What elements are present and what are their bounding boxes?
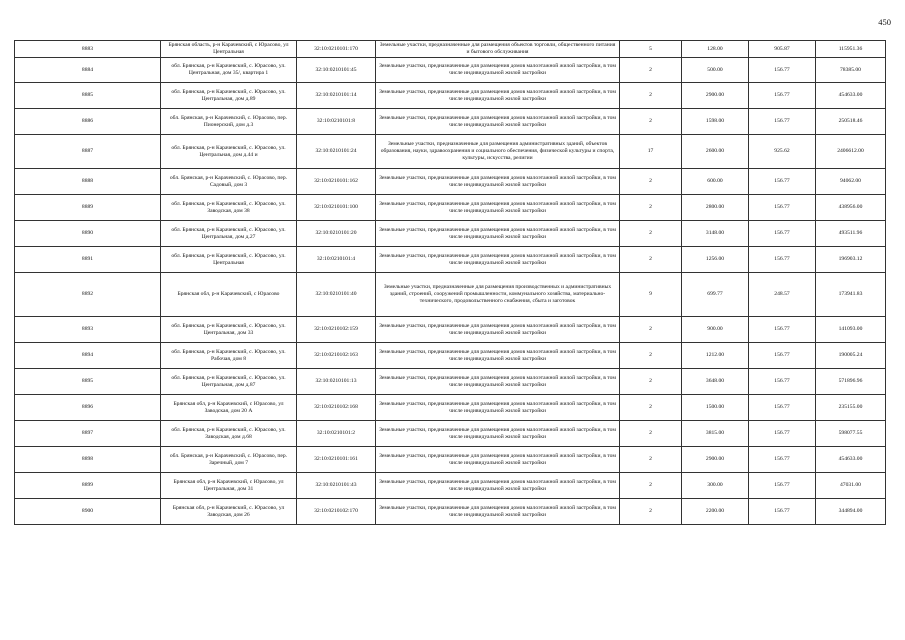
cadastral-number-cell: 32:10:0210102:163 (297, 343, 376, 369)
row-number-cell: 8897 (15, 421, 161, 447)
row-number-cell: 8894 (15, 343, 161, 369)
cadastral-number-cell: 32:10:0210101:162 (297, 169, 376, 195)
use-code-cell: 9 (620, 273, 682, 317)
address-cell: Брянская обл, р-н Карачевский, с Юрасово, ул Центральная, дом 31 (161, 473, 297, 499)
use-code-cell: 2 (620, 83, 682, 109)
specific-value-cell: 156.77 (749, 195, 816, 221)
address-cell: обл. Брянская, р-н Карачевский, с. Юрасово, ул. Центральная, дом 35/, квартира 1 (161, 58, 297, 83)
use-code-cell: 2 (620, 317, 682, 343)
specific-value-cell: 156.77 (749, 247, 816, 273)
cadastral-number-cell: 32:10:0210101:20 (297, 221, 376, 247)
table-row (15, 221, 886, 247)
cadastral-number-cell: 32:10:0210102:168 (297, 395, 376, 421)
table-row (15, 41, 886, 58)
land-use-cell: Земельные участки, предназначенные для размещения домов малоэтажной жилой застройки, в том числе индивидуальной жилой застройки (376, 421, 620, 447)
land-use-cell: Земельные участки, предназначенные для размещения домов малоэтажной жилой застройки, в том числе индивидуальной жилой застройки (376, 195, 620, 221)
cadastral-value-cell: 115951.36 (816, 41, 886, 58)
specific-value-cell: 156.77 (749, 317, 816, 343)
cadastral-value-cell: 598077.55 (816, 421, 886, 447)
row-number-cell: 8886 (15, 109, 161, 135)
table-row (15, 109, 886, 135)
area-cell: 1256.00 (682, 247, 749, 273)
use-code-cell: 2 (620, 109, 682, 135)
cadastral-value-cell: 2406612.00 (816, 135, 886, 169)
use-code-cell: 2 (620, 247, 682, 273)
address-cell: обл. Брянская, р-н Карачевский, с. Юрасово, ул. Центральная, дом 33 (161, 317, 297, 343)
address-cell: Брянская обл, р-н Карачевский, с Юрасово (161, 273, 297, 317)
use-code-cell: 2 (620, 195, 682, 221)
specific-value-cell: 925.62 (749, 135, 816, 169)
address-cell: Брянская обл, р-н Карачевский, с Юрасово, ул Заводская, дом 20 А (161, 395, 297, 421)
address-cell: обл. Брянская, р-н Карачевский, с. Юрасово, ул. Центральная, дом д.87 (161, 369, 297, 395)
row-number-cell: 8898 (15, 447, 161, 473)
table-row (15, 195, 886, 221)
address-cell: обл. Брянская, р-н Карачевский, с. Юрасово, ул. Заводская, дом д.68 (161, 421, 297, 447)
cadastral-number-cell: 32:10:0210101:24 (297, 135, 376, 169)
row-number-cell: 8888 (15, 169, 161, 195)
address-cell: обл. Брянская, р-н Карачевский, с. Юрасово, пер. Заречный, дом 7 (161, 447, 297, 473)
cadastral-value-cell: 250518.46 (816, 109, 886, 135)
area-cell: 2900.00 (682, 447, 749, 473)
area-cell: 3148.00 (682, 221, 749, 247)
page-number: 450 (878, 17, 891, 27)
area-cell: 300.00 (682, 473, 749, 499)
specific-value-cell: 156.77 (749, 447, 816, 473)
area-cell: 128.00 (682, 41, 749, 58)
table-row (15, 369, 886, 395)
area-cell: 2600.00 (682, 135, 749, 169)
specific-value-cell: 156.77 (749, 343, 816, 369)
address-cell: Брянская область, р-н Карачевский, с Юрасово, ул Центральная (161, 41, 297, 58)
cadastral-number-cell: 32:10:0210101:4 (297, 247, 376, 273)
area-cell: 2900.00 (682, 83, 749, 109)
cadastral-value-cell: 141093.00 (816, 317, 886, 343)
table-row (15, 473, 886, 499)
land-use-cell: Земельные участки, предназначенные для размещения административных зданий, объектов образования, науки, здравоохранения и социального обеспечения, физической культуры и спорта, культуры, искусства, религии (376, 135, 620, 169)
use-code-cell: 5 (620, 41, 682, 58)
use-code-cell: 17 (620, 135, 682, 169)
specific-value-cell: 156.77 (749, 499, 816, 525)
cadastral-number-cell: 32:10:0210101:2 (297, 421, 376, 447)
cadastral-value-cell: 438956.00 (816, 195, 886, 221)
area-cell: 1500.00 (682, 395, 749, 421)
specific-value-cell: 248.57 (749, 273, 816, 317)
row-number-cell: 8889 (15, 195, 161, 221)
land-use-cell: Земельные участки, предназначенные для размещения домов малоэтажной жилой застройки, в том числе индивидуальной жилой застройки (376, 369, 620, 395)
area-cell: 1212.00 (682, 343, 749, 369)
land-use-cell: Земельные участки, предназначенные для размещения домов малоэтажной жилой застройки, в том числе индивидуальной жилой застройки (376, 58, 620, 83)
use-code-cell: 2 (620, 343, 682, 369)
specific-value-cell: 156.77 (749, 221, 816, 247)
land-use-cell: Земельные участки, предназначенные для размещения домов малоэтажной жилой застройки, в том числе индивидуальной жилой застройки (376, 447, 620, 473)
land-use-cell: Земельные участки, предназначенные для размещения объектов торговли, общественного питания и бытового обслуживания (376, 41, 620, 58)
use-code-cell: 2 (620, 499, 682, 525)
address-cell: обл. Брянская, р-н Карачевский, с. Юрасово, пер. Садовый, дом 3 (161, 169, 297, 195)
cadastral-value-table (14, 40, 886, 525)
table-body (15, 41, 886, 525)
address-cell: обл. Брянская, р-н Карачевский, с. Юрасово, ул. Центральная (161, 247, 297, 273)
specific-value-cell: 156.77 (749, 83, 816, 109)
table-row (15, 343, 886, 369)
specific-value-cell: 156.77 (749, 395, 816, 421)
address-cell: обл. Брянская, р-н Карачевский, с. Юрасово, ул. Центральная, дом д.89 (161, 83, 297, 109)
cadastral-number-cell: 32:10:0210102:159 (297, 317, 376, 343)
cadastral-number-cell: 32:10:0210101:8 (297, 109, 376, 135)
use-code-cell: 2 (620, 58, 682, 83)
specific-value-cell: 156.77 (749, 421, 816, 447)
land-use-cell: Земельные участки, предназначенные для размещения домов малоэтажной жилой застройки, в том числе индивидуальной жилой застройки (376, 83, 620, 109)
use-code-cell: 2 (620, 221, 682, 247)
table-row (15, 395, 886, 421)
cadastral-number-cell: 32:10:0210101:170 (297, 41, 376, 58)
land-use-cell: Земельные участки, предназначенные для размещения домов малоэтажной жилой застройки, в том числе индивидуальной жилой застройки (376, 169, 620, 195)
cadastral-number-cell: 32:10:0210101:13 (297, 369, 376, 395)
cadastral-number-cell: 32:10:0210101:40 (297, 273, 376, 317)
cadastral-number-cell: 32:10:0210101:100 (297, 195, 376, 221)
area-cell: 900.00 (682, 317, 749, 343)
address-cell: обл. Брянская, р-н Карачевский, с. Юрасово, пер. Пионерский, дом д.3 (161, 109, 297, 135)
row-number-cell: 8896 (15, 395, 161, 421)
area-cell: 3815.00 (682, 421, 749, 447)
table-row (15, 447, 886, 473)
land-use-cell: Земельные участки, предназначенные для размещения домов малоэтажной жилой застройки, в том числе индивидуальной жилой застройки (376, 109, 620, 135)
use-code-cell: 2 (620, 447, 682, 473)
cadastral-number-cell: 32:10:0210102:170 (297, 499, 376, 525)
land-use-cell: Земельные участки, предназначенные для размещения производственных и административных зданий, строений, сооружений промышленности, коммунального хозяйства, материально-технического, продовольственного снабжения, сбыта и заготовок (376, 273, 620, 317)
row-number-cell: 8892 (15, 273, 161, 317)
use-code-cell: 2 (620, 395, 682, 421)
address-cell: обл. Брянская, р-н Карачевский, с. Юрасово, ул. Рабочая, дом 8 (161, 343, 297, 369)
land-use-cell: Земельные участки, предназначенные для размещения домов малоэтажной жилой застройки, в том числе индивидуальной жилой застройки (376, 317, 620, 343)
cadastral-value-cell: 173941.83 (816, 273, 886, 317)
area-cell: 3648.00 (682, 369, 749, 395)
cadastral-value-cell: 493511.96 (816, 221, 886, 247)
row-number-cell: 8895 (15, 369, 161, 395)
area-cell: 699.77 (682, 273, 749, 317)
address-cell: обл. Брянская, р-н Карачевский, с. Юрасово, ул. Центральная, дом д.27 (161, 221, 297, 247)
table-row (15, 421, 886, 447)
cadastral-value-cell: 235155.00 (816, 395, 886, 421)
row-number-cell: 8893 (15, 317, 161, 343)
table-row (15, 499, 886, 525)
cadastral-value-cell: 196903.12 (816, 247, 886, 273)
address-cell: обл. Брянская, р-н Карачевский, с. Юрасово, ул. Заводская, дом 38 (161, 195, 297, 221)
cadastral-number-cell: 32:10:0210101:43 (297, 473, 376, 499)
row-number-cell: 8900 (15, 499, 161, 525)
table-row (15, 317, 886, 343)
cadastral-number-cell: 32:10:0210101:161 (297, 447, 376, 473)
row-number-cell: 8890 (15, 221, 161, 247)
area-cell: 1598.00 (682, 109, 749, 135)
cadastral-value-cell: 47031.00 (816, 473, 886, 499)
row-number-cell: 8883 (15, 41, 161, 58)
table-row (15, 83, 886, 109)
cadastral-value-cell: 454633.00 (816, 447, 886, 473)
table-row (15, 247, 886, 273)
area-cell: 600.00 (682, 169, 749, 195)
land-use-cell: Земельные участки, предназначенные для размещения домов малоэтажной жилой застройки, в том числе индивидуальной жилой застройки (376, 343, 620, 369)
use-code-cell: 2 (620, 369, 682, 395)
address-cell: обл. Брянская, р-н Карачевский, с. Юрасово, ул. Центральная, дом д.44 и (161, 135, 297, 169)
specific-value-cell: 156.77 (749, 473, 816, 499)
use-code-cell: 2 (620, 473, 682, 499)
cadastral-number-cell: 32:10:0210101:45 (297, 58, 376, 83)
land-use-cell: Земельные участки, предназначенные для размещения домов малоэтажной жилой застройки, в том числе индивидуальной жилой застройки (376, 499, 620, 525)
specific-value-cell: 905.87 (749, 41, 816, 58)
land-use-cell: Земельные участки, предназначенные для размещения домов малоэтажной жилой застройки, в том числе индивидуальной жилой застройки (376, 473, 620, 499)
cadastral-number-cell: 32:10:0210101:14 (297, 83, 376, 109)
table-row (15, 58, 886, 83)
specific-value-cell: 156.77 (749, 58, 816, 83)
use-code-cell: 2 (620, 169, 682, 195)
cadastral-value-cell: 344894.00 (816, 499, 886, 525)
cadastral-value-cell: 571896.96 (816, 369, 886, 395)
cadastral-value-cell: 94062.00 (816, 169, 886, 195)
table-row (15, 273, 886, 317)
address-cell: Брянская обл, р-н Карачевский, с. Юрасово, ул Заводская, дом 26 (161, 499, 297, 525)
specific-value-cell: 156.77 (749, 369, 816, 395)
table-row (15, 135, 886, 169)
area-cell: 2200.00 (682, 499, 749, 525)
row-number-cell: 8887 (15, 135, 161, 169)
land-use-cell: Земельные участки, предназначенные для размещения домов малоэтажной жилой застройки, в том числе индивидуальной жилой застройки (376, 395, 620, 421)
cadastral-value-cell: 78385.00 (816, 58, 886, 83)
area-cell: 2800.00 (682, 195, 749, 221)
table-row (15, 169, 886, 195)
row-number-cell: 8885 (15, 83, 161, 109)
row-number-cell: 8899 (15, 473, 161, 499)
use-code-cell: 2 (620, 421, 682, 447)
specific-value-cell: 156.77 (749, 169, 816, 195)
land-use-cell: Земельные участки, предназначенные для размещения домов малоэтажной жилой застройки, в том числе индивидуальной жилой застройки (376, 247, 620, 273)
specific-value-cell: 156.77 (749, 109, 816, 135)
land-use-cell: Земельные участки, предназначенные для размещения домов малоэтажной жилой застройки, в том числе индивидуальной жилой застройки (376, 221, 620, 247)
cadastral-value-cell: 190005.24 (816, 343, 886, 369)
cadastral-value-cell: 454633.00 (816, 83, 886, 109)
row-number-cell: 8884 (15, 58, 161, 83)
area-cell: 500.00 (682, 58, 749, 83)
row-number-cell: 8891 (15, 247, 161, 273)
